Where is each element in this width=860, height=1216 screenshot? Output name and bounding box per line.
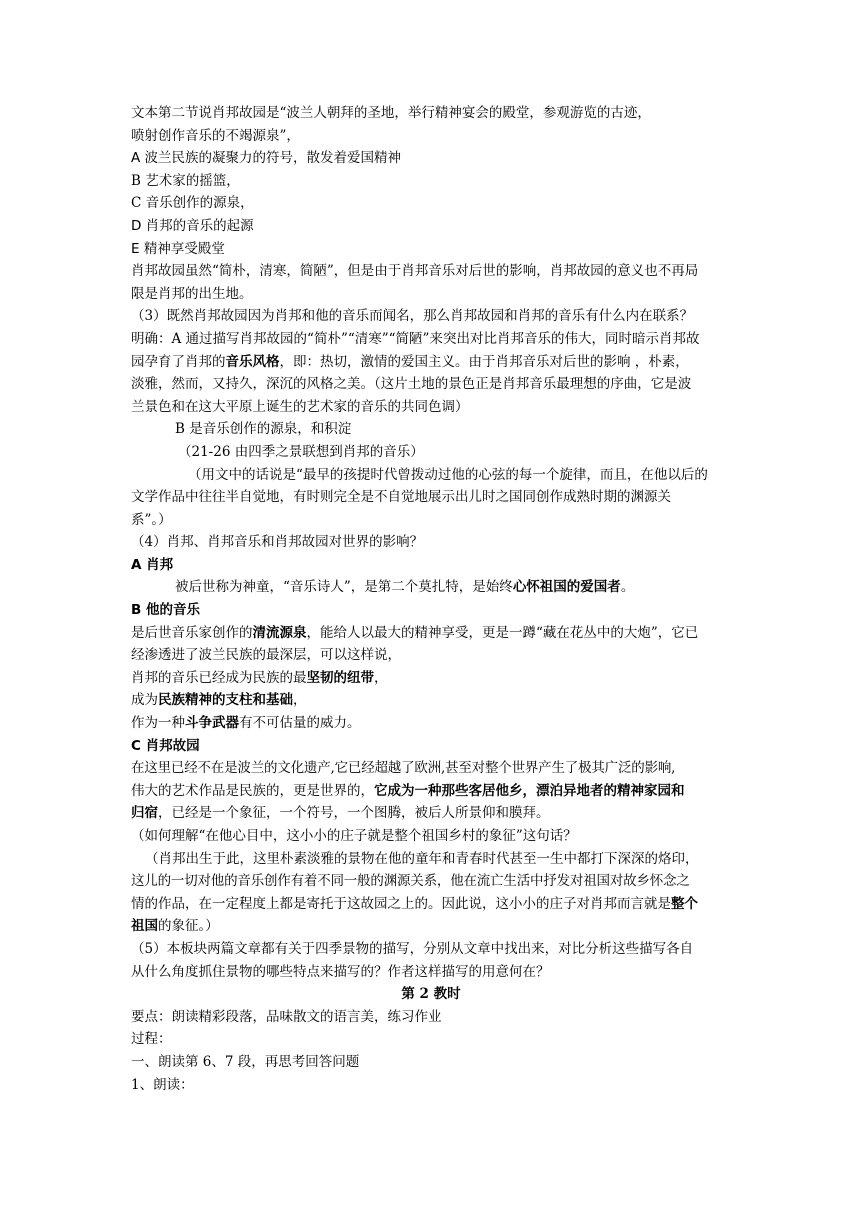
list-item-b: B 艺术家的摇篮，: [131, 172, 240, 189]
bold-phrase: 它成为一种那些客居他乡，漂泊异地者的精神家园和: [374, 782, 685, 799]
text-span: ，能给人以最大的精神享受，更是一蹲“藏在花丛中的大炮”，它已: [306, 624, 699, 641]
text-span: 园孕育了肖邦的: [131, 353, 226, 370]
text-line: [131, 351, 731, 374]
text-line: 系”。）: [131, 511, 172, 528]
text-span: 的象征。）: [158, 918, 219, 935]
text-span: 被后世称为神童，“音乐诗人”，是第二个莫扎特，是始终: [175, 579, 513, 596]
text-line: 在这里已经不在是波兰的文化遗产,它已经超越了欧洲,甚至对整个世界产生了极其广泛的影响,: [131, 760, 676, 777]
text-span: 情的作品，在一定程度上都是寄托于这故园之上的。因此说，这小小的庄子对肖邦而言就是: [131, 895, 671, 912]
bold-phrase: 清流源泉: [252, 624, 307, 641]
text-span: 。: [620, 579, 635, 596]
text-span: 是后世音乐家创作的: [131, 624, 253, 641]
bold-phrase: 归宿: [131, 805, 158, 822]
question-5: （5）本板块两篇文章都有关于四季景物的描写，分别从文章中找出来，对比分析这些描写各自: [131, 940, 694, 957]
bold-phrase: 民族精神的支柱和基础: [158, 692, 293, 709]
text-line: （如何理解“在他心目中，这小小的庄子就是整个祖国乡村的象征”这句话？: [131, 828, 577, 844]
text-line: 肖邦故园虽然“简朴，清寒，简陋”，但是由于肖邦音乐对后世的影响，肖邦故园的意义也不再局: [131, 263, 699, 280]
text-line: 过程：: [131, 1031, 172, 1048]
text-span: ，: [374, 669, 388, 686]
text-line: （21-26 由四季之景联想到肖邦的音乐）: [178, 443, 424, 460]
text-line: 文本第二节说肖邦故园是“波兰人朝拜的圣地，举行精神宴会的殿堂，参观游览的古迹，: [131, 105, 651, 121]
text-line: （肖邦出生于此，这里朴素淡雅的景物在他的童年和青春时代甚至一生中都打下深深的烙印，: [145, 850, 699, 867]
section-heading: 第 2 教时: [401, 986, 461, 1003]
list-item-d: D 肖邦的音乐的起源: [131, 217, 254, 234]
text-span: 作为一种: [131, 715, 185, 732]
text-line: （用文中的话说是“最早的孩提时代曾拨动过他的心弦的每一个旋律，而且，在他以后的: [188, 466, 708, 483]
text-line: B 是音乐创作的源泉，和积淀: [175, 421, 352, 438]
text-line: 一、朗读第 6、7 段，再思考回答问题: [131, 1053, 360, 1070]
text-line: 从什么角度抓住景物的哪些特点来描写的？作者这样描写的用意何在？: [131, 963, 550, 980]
bold-phrase: 整个: [671, 895, 698, 912]
bold-phrase: 斗争武器: [185, 715, 239, 732]
text-line: 要点：朗读精彩段落，品味散文的语言美，练习作业: [131, 1008, 442, 1025]
text-line: [131, 893, 731, 916]
list-item-e: E 精神享受殿堂: [131, 240, 225, 257]
bold-phrase: 音乐风格: [225, 353, 280, 370]
text-line: 淡雅，然而，又持久，深沉的风格之美。（这片土地的景色正是肖邦音乐最理想的序曲，它是波: [131, 376, 692, 393]
text-line: [131, 667, 731, 690]
text-line: 文学作品中往往半自觉地，有时则完全是不自觉地展示出儿时之国同创作成熟时期的渊源关: [131, 489, 671, 506]
question-3: （3）既然肖邦故园因为肖邦和他的音乐而闻名，那么肖邦故园和肖邦的音乐有什么内在联系？: [131, 308, 694, 325]
text-line: 明确：A 通过描写肖邦故园的“简朴”“清寒”“简陋”来突出对比肖邦音乐的伟大，同时暗示肖邦故: [131, 330, 700, 347]
text-span: 肖邦的音乐已经成为民族的最: [131, 669, 307, 686]
text-span: 有不可估量的威力。: [239, 715, 361, 732]
text-line: [131, 712, 731, 735]
question-4: （4）肖邦、肖邦音乐和肖邦故园对世界的影响？: [131, 534, 424, 551]
text-line: [131, 622, 731, 645]
subheading-a: A 肖邦: [131, 556, 174, 573]
text-line: [131, 780, 731, 803]
text-line: 经渗透进了波兰民族的最深层，可以这样说，: [131, 647, 401, 664]
bold-phrase: 坚韧的纽带: [306, 669, 374, 686]
text-line: 1、朗读：: [131, 1076, 194, 1093]
text-span: 成为: [131, 692, 158, 709]
text-span: ，: [293, 692, 307, 709]
text-line: 限是肖邦的出生地。: [131, 285, 253, 302]
text-line: [131, 802, 731, 825]
list-item-a: A 波兰民族的凝聚力的符号，散发着爱国精神: [131, 150, 402, 167]
bold-phrase: 祖国: [131, 918, 158, 935]
text-line: [131, 915, 731, 938]
text-span: ，即：热切，激情的爱国主义。由于肖邦音乐对后世的影响 ，朴素，: [279, 353, 689, 370]
bold-phrase: 心怀祖国的爱国者: [512, 579, 621, 596]
text-span: ，已经是一个象征，一个符号，一个图腾，被后人所景仰和膜拜。: [158, 805, 550, 822]
document-page: [131, 102, 731, 1096]
text-line: 喷射创作音乐的不竭源泉”，: [131, 127, 300, 144]
subheading-c: C 肖邦故园: [131, 737, 200, 754]
text-line: [131, 576, 731, 599]
text-line: [131, 689, 731, 712]
text-span: 伟大的艺术作品是民族的，更是世界的，: [131, 782, 374, 799]
text-line: 兰景色和在这大平原上诞生的艺术家的音乐的共同色调）: [131, 398, 469, 415]
subheading-b: B 他的音乐: [131, 602, 200, 619]
text-line: 这儿的一切对他的音乐创作有着不同一般的渊源关系，他在流亡生活中抒发对祖国对故乡怀念之: [131, 873, 690, 890]
list-item-c: C 音乐创作的源泉，: [131, 195, 254, 212]
